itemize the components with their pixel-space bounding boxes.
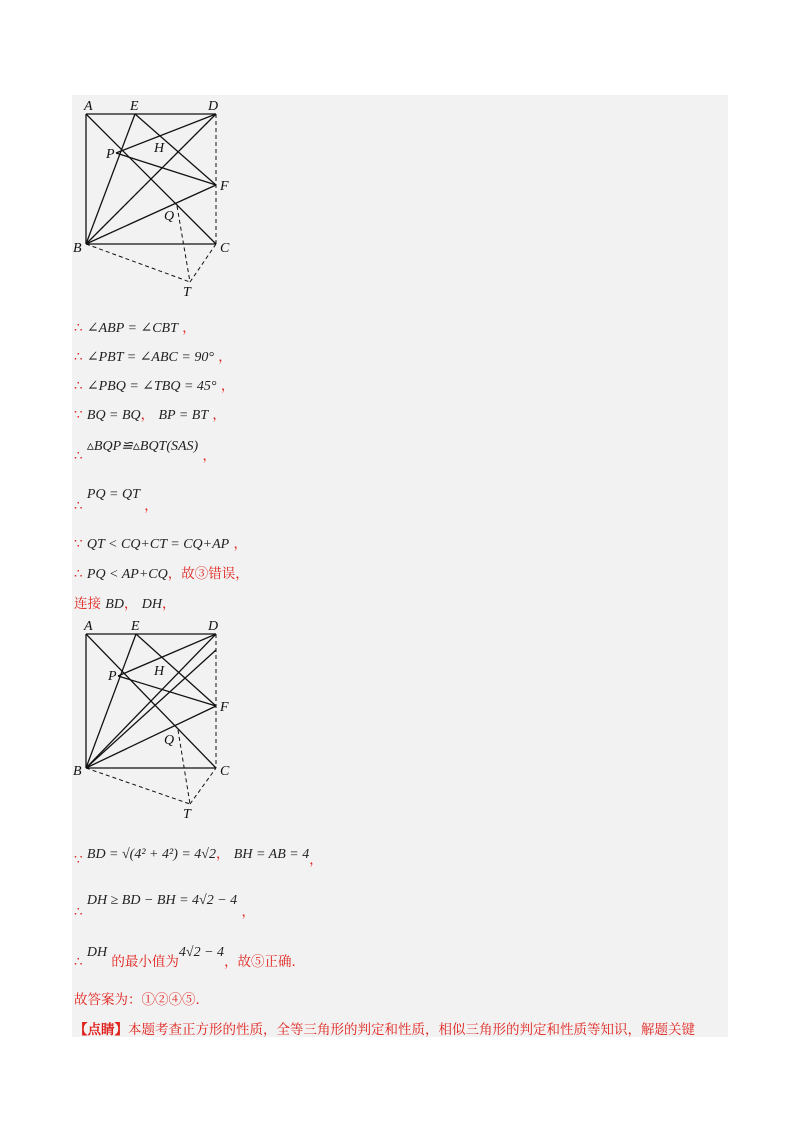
therefore-symbol: ∴ [74, 498, 83, 514]
note-line [74, 1018, 695, 1038]
label-Q: Q [164, 733, 175, 748]
because-symbol: ∵ [74, 407, 83, 423]
step-line-7 [74, 532, 247, 553]
math-expression: PQ < AP+CQ [86, 567, 168, 582]
label-H: H [154, 141, 165, 156]
step-line-9 [74, 592, 176, 613]
label-F: F [220, 179, 229, 194]
math-expression: ▵BQP≌▵BQT(SAS) [86, 439, 199, 454]
label-E: E [131, 619, 140, 634]
punctuation: ， [215, 846, 230, 862]
step-line-4 [74, 403, 226, 424]
math-expression: PQ = QT [86, 487, 140, 502]
therefore-symbol: ∴ [74, 904, 83, 920]
therefore-symbol: ∴ [74, 378, 83, 394]
conclusion-text: ，故⑤正确． [224, 954, 306, 970]
math-expression: DH ≥ BD − BH = 4√2 − 4 [86, 893, 238, 908]
math-expression: QT < CQ+CT = CQ+AP [86, 537, 230, 552]
step-line-12 [74, 940, 306, 970]
punctuation: ， [123, 596, 138, 612]
therefore-symbol: ∴ [74, 954, 83, 970]
step-line-5 [74, 434, 217, 464]
label-E: E [130, 99, 139, 114]
therefore-symbol: ∴ [74, 320, 83, 336]
step-line-2 [74, 345, 232, 366]
step-line-11 [74, 888, 255, 920]
punctuation: ， [162, 596, 176, 612]
punctuation: ， [202, 448, 217, 464]
math-expression: DH [86, 945, 108, 960]
label-Q: Q [164, 209, 175, 224]
label-F: F [220, 700, 229, 715]
math-expression: BD = √(4² + 4²) = 4√2 [86, 847, 216, 862]
label-A: A [84, 619, 93, 634]
math-expression: BH = AB = 4 [233, 847, 310, 862]
label-C: C [220, 764, 230, 779]
label-A: A [84, 99, 93, 114]
note-text: 本题考查正方形的性质，全等三角形的判定和性质，相似三角形的判定和性质等知识，解题关键 [128, 1022, 695, 1038]
answer-text: 故答案为：①②④⑤． [74, 992, 209, 1008]
punctuation: ， [140, 407, 155, 423]
label-T: T [183, 807, 191, 821]
punctuation: ， [233, 536, 247, 552]
connect-text: 连接 [74, 596, 101, 612]
step-line-1 [74, 316, 196, 337]
math-expression: DH [141, 597, 162, 612]
label-H: H [154, 664, 165, 679]
label-P: P [106, 147, 115, 162]
label-D: D [208, 619, 219, 634]
label-P: P [108, 669, 117, 684]
label-B: B [73, 764, 82, 779]
math-expression: ∠PBT = ∠ABC = 90° [86, 350, 214, 365]
label-B: B [73, 241, 82, 256]
therefore-symbol: ∴ [74, 349, 83, 365]
step-line-3 [74, 374, 234, 395]
because-symbol: ∵ [74, 852, 83, 868]
answer-line [74, 988, 209, 1008]
label-D: D [208, 99, 219, 114]
math-expression: BP = BT [158, 408, 209, 423]
because-symbol: ∵ [74, 536, 83, 552]
label-C: C [220, 241, 230, 256]
punctuation: ， [220, 378, 235, 394]
label-T: T [183, 285, 191, 300]
step-line-10 [74, 842, 323, 868]
min-value-text: 的最小值为 [111, 954, 179, 970]
step-line-8 [74, 562, 249, 583]
punctuation: ， [241, 904, 255, 920]
math-expression: BD [105, 597, 124, 612]
math-expression: ∠PBQ = ∠TBQ = 45° [86, 379, 217, 394]
step-line-6 [74, 482, 158, 514]
conclusion-text: ，故③错误， [167, 566, 249, 582]
note-key: 【点睛】 [74, 1022, 128, 1038]
math-expression: BQ = BQ [86, 408, 141, 423]
punctuation: ， [212, 407, 226, 423]
punctuation: ， [182, 320, 196, 336]
geometry-figure-1 [70, 96, 240, 301]
punctuation: ， [309, 852, 323, 868]
math-expression: ∠ABP = ∠CBT [86, 321, 178, 336]
geometry-figure-2 [70, 616, 240, 821]
therefore-symbol: ∴ [74, 448, 83, 464]
math-expression: 4√2 − 4 [178, 945, 225, 960]
therefore-symbol: ∴ [74, 566, 83, 582]
punctuation: ， [218, 349, 232, 365]
punctuation: ， [144, 498, 158, 514]
